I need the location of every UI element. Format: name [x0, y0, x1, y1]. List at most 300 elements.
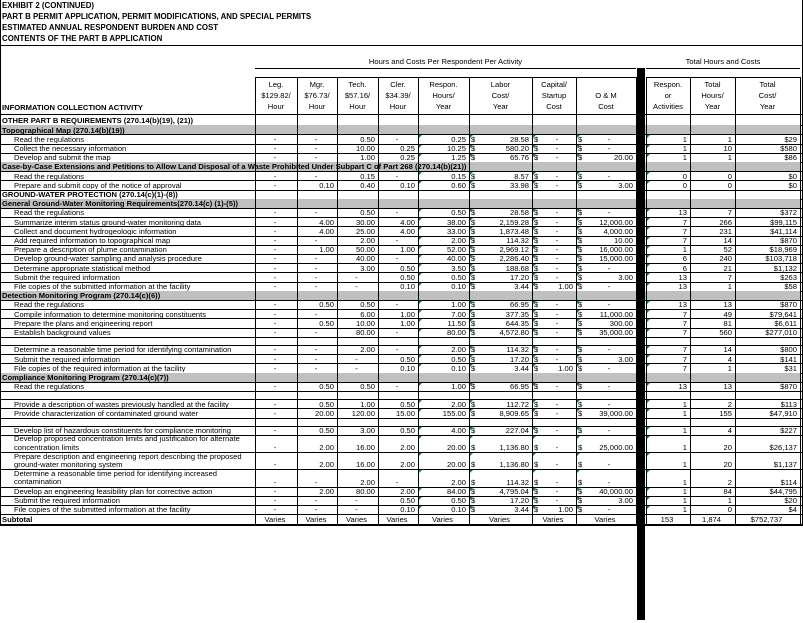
column-header: $57.16/	[344, 91, 371, 100]
cell-value: 1.00	[451, 300, 466, 310]
cell-note-marker	[647, 470, 650, 473]
column-header: Leg.	[268, 80, 284, 89]
group-title: GROUND-WATER PROTECTION (270.14(c)(1)-(8))	[2, 189, 178, 199]
group-title: OTHER PART B REQUIREMENTS (270.14(b)(19), (21))	[2, 116, 193, 126]
cell-note-marker	[577, 470, 580, 473]
cell-value: 0.50	[451, 208, 466, 218]
cell-value: 0.50	[400, 354, 415, 364]
cell-value: 17.20	[509, 272, 529, 282]
cell-note-marker	[533, 355, 536, 358]
cell-note-marker	[647, 453, 650, 456]
cell-value: 155	[719, 408, 732, 418]
cell-value: 4.00	[400, 226, 415, 236]
cell-value: -	[314, 208, 318, 218]
cell-value: 1.00	[558, 281, 573, 291]
cell-value: 4,795.04	[499, 486, 529, 496]
cell-value: 0.50	[400, 399, 415, 409]
cell-value: -	[555, 272, 559, 282]
cell-value: Varies	[489, 514, 510, 524]
cell-note-marker	[577, 135, 580, 138]
cell-value: Varies	[305, 514, 327, 524]
cell-value: 0.10	[400, 363, 415, 373]
cell-value: -	[555, 226, 559, 236]
cell-value: 16,000.00	[599, 245, 633, 255]
activity-label: Add required information to topographical map	[14, 235, 171, 245]
cell-value: 2.00	[319, 460, 334, 470]
cell-value: -	[395, 254, 399, 264]
column-divider	[255, 77, 256, 524]
column-divider	[532, 77, 533, 524]
cell-note-marker	[470, 301, 473, 304]
column-header: Year	[435, 102, 452, 111]
activity-label: Read the regulations	[14, 134, 85, 144]
currency-symbol: $	[471, 477, 476, 487]
cell-note-marker	[533, 364, 536, 367]
cell-value: -	[273, 171, 277, 181]
cell-note-marker	[577, 246, 580, 249]
activity-label: Submit the required information	[14, 354, 120, 364]
cell-note-marker	[647, 237, 650, 240]
cell-value: 0.50	[451, 496, 466, 506]
cell-value: -	[555, 408, 559, 418]
currency-symbol: $	[471, 443, 476, 453]
cell-value: $1,137	[773, 460, 797, 470]
cell-note-marker	[470, 135, 473, 138]
cell-value: -	[555, 134, 559, 144]
cell-value: -	[395, 345, 399, 355]
cell-note-marker	[577, 364, 580, 367]
cell-value: $18,969	[769, 245, 797, 255]
cell-note-marker	[577, 283, 580, 286]
cell-value: -	[555, 180, 559, 190]
cell-value: $113	[780, 399, 797, 409]
cell-value: -	[273, 309, 277, 319]
cell-value: 3.44	[514, 363, 529, 373]
currency-symbol: $	[578, 245, 583, 255]
cell-note-marker	[533, 383, 536, 386]
currency-symbol: $	[534, 153, 539, 163]
cell-value: 84	[723, 486, 732, 496]
cell-value: 14	[723, 345, 732, 355]
cell-value: 1	[682, 477, 687, 487]
cell-value: 188.68	[505, 263, 529, 273]
cell-value: 8.57	[514, 171, 529, 181]
cell-note-marker	[533, 409, 536, 412]
cell-value: 20.00	[314, 408, 334, 418]
cell-value: 0.50	[400, 272, 415, 282]
cell-value: 1,136.80	[499, 443, 529, 453]
cell-value: -	[314, 272, 318, 282]
cell-value: -	[273, 318, 277, 328]
activity-label: Determine appropriate statistical method	[14, 263, 151, 273]
cell-value: 1,873.48	[499, 226, 529, 236]
cell-value: 4	[727, 354, 732, 364]
cell-note-marker	[470, 319, 473, 322]
cell-value: 0.10	[451, 363, 466, 373]
column-header: Cost/	[491, 91, 510, 100]
cell-note-marker	[470, 364, 473, 367]
cell-note-marker	[647, 218, 650, 221]
cell-note-marker	[577, 497, 580, 500]
currency-symbol: $	[578, 318, 583, 328]
cell-value: -	[273, 460, 277, 470]
currency-symbol: $	[578, 426, 583, 436]
cell-note-marker	[470, 218, 473, 221]
activity-label: Develop proposed concentration limits and justification for alternate concentration limits	[14, 435, 240, 452]
cell-value: 17.20	[509, 354, 529, 364]
cell-note-marker	[533, 181, 536, 184]
cell-value: 0.10	[400, 180, 415, 190]
cell-value: 0.60	[451, 180, 466, 190]
cell-note-marker	[419, 436, 422, 439]
cell-value: 0.50	[319, 399, 334, 409]
cell-note-marker	[533, 488, 536, 491]
cell-value: -	[607, 263, 611, 273]
currency-symbol: $	[578, 143, 583, 153]
cell-value: -	[607, 399, 611, 409]
cell-value: 2	[727, 477, 732, 487]
currency-symbol: $	[578, 363, 583, 373]
cell-value: -	[273, 426, 277, 436]
cell-value: 644.35	[505, 318, 529, 328]
cell-value: 0.40	[360, 180, 375, 190]
cell-value: 15,000.00	[599, 254, 633, 264]
cell-value: $0	[788, 171, 797, 181]
cell-note-marker	[419, 145, 422, 148]
currency-symbol: $	[471, 134, 476, 144]
currency-symbol: $	[534, 363, 539, 373]
activity-label: Prepare description and engineering report describing the proposed ground-water monitoring system	[14, 452, 242, 469]
cell-value: -	[395, 327, 399, 337]
cell-note-marker	[470, 154, 473, 157]
cell-value: Varies	[264, 514, 286, 524]
cell-value: 0	[727, 171, 732, 181]
activity-label: Determine a reasonable time period for identifying increased contamination	[14, 469, 218, 487]
activity-label: Prepare the plans and engineering report	[14, 318, 153, 328]
cell-value: 1,874	[701, 514, 721, 524]
currency-symbol: $	[471, 309, 476, 319]
header-group-underline	[255, 68, 636, 69]
cell-value: -	[273, 180, 277, 190]
cell-note-marker	[419, 181, 422, 184]
cell-value: 4.00	[319, 226, 334, 236]
cell-note-marker	[577, 400, 580, 403]
row-divider	[0, 391, 803, 392]
cell-value: 2,286.40	[499, 254, 529, 264]
cell-value: 0.50	[319, 426, 334, 436]
cell-note-marker	[419, 237, 422, 240]
cell-value: 6	[682, 254, 687, 264]
cell-note-marker	[470, 506, 473, 509]
cell-note-marker	[647, 436, 650, 439]
cell-note-marker	[533, 172, 536, 175]
cell-value: -	[273, 254, 277, 264]
cell-value: 0.15	[451, 171, 466, 181]
currency-symbol: $	[578, 460, 583, 470]
cell-value: 0.50	[319, 382, 334, 392]
cell-note-marker	[419, 135, 422, 138]
cell-value: -	[555, 327, 559, 337]
cell-note-marker	[647, 246, 650, 249]
cell-value: -	[273, 272, 277, 282]
cell-value: 3.44	[514, 505, 529, 515]
cell-value: 13	[678, 382, 687, 392]
cell-value: -	[607, 281, 611, 291]
cell-value: 7	[682, 327, 687, 337]
cell-value: -	[555, 345, 559, 355]
cell-value: Varies	[432, 514, 453, 524]
cell-value: -	[607, 171, 611, 181]
currency-symbol: $	[471, 408, 476, 418]
group-divider-bar	[637, 68, 645, 620]
cell-value: -	[607, 460, 611, 470]
cell-value: 25.00	[355, 226, 375, 236]
cell-value: -	[607, 505, 611, 515]
cell-value: 81	[723, 318, 732, 328]
cell-value: 66.95	[509, 382, 529, 392]
cell-note-marker	[577, 273, 580, 276]
cell-value: 1	[682, 399, 687, 409]
column-header: Cler.	[390, 80, 406, 89]
currency-symbol: $	[471, 318, 476, 328]
cell-note-marker	[647, 364, 650, 367]
cell-note-marker	[533, 427, 536, 430]
cell-value: 80.00	[355, 486, 375, 496]
cell-value: -	[273, 300, 277, 310]
cell-note-marker	[577, 346, 580, 349]
cell-value: 52	[723, 245, 732, 255]
currency-symbol: $	[534, 134, 539, 144]
cell-value: 1	[682, 408, 687, 418]
cell-value: 3.00	[618, 272, 633, 282]
column-header: Year	[492, 102, 509, 111]
cell-note-marker	[470, 246, 473, 249]
cell-value: 2.00	[451, 477, 466, 487]
cell-value: 1,136.80	[499, 460, 529, 470]
cell-value: 1.00	[558, 363, 573, 373]
cell-value: $263	[780, 272, 797, 282]
currency-symbol: $	[578, 226, 583, 236]
cell-note-marker	[577, 436, 580, 439]
cell-note-marker	[647, 154, 650, 157]
cell-value: 2.00	[360, 345, 375, 355]
header-top-line	[646, 77, 800, 78]
currency-symbol: $	[578, 208, 583, 218]
cell-value: 13	[723, 300, 732, 310]
cell-note-marker	[647, 145, 650, 148]
cell-note-marker	[647, 400, 650, 403]
cell-note-marker	[533, 227, 536, 230]
currency-symbol: $	[471, 180, 476, 190]
cell-value: 155.00	[442, 408, 466, 418]
column-header: Year	[759, 102, 776, 111]
cell-value: 7	[682, 354, 687, 364]
cell-value: 7	[682, 235, 687, 245]
cell-value: $277,010	[765, 327, 797, 337]
column-header: Total	[759, 80, 776, 89]
cell-value: 10.00	[355, 143, 375, 153]
cell-value: -	[555, 382, 559, 392]
cell-note-marker	[419, 255, 422, 258]
activity-label: Develop an engineering feasibility plan for corrective action	[14, 486, 213, 496]
currency-symbol: $	[471, 235, 476, 245]
cell-value: $141	[780, 354, 797, 364]
cell-value: 10.25	[446, 143, 466, 153]
cell-note-marker	[577, 329, 580, 332]
section-title: Detection Monitoring Program (270.14(c)(6))	[2, 291, 161, 301]
cell-value: 2.00	[400, 460, 415, 470]
column-divider	[646, 77, 647, 524]
cell-value: -	[273, 143, 277, 153]
cell-value: -	[273, 496, 277, 506]
cell-value: 1.00	[319, 245, 334, 255]
cell-value: $79,641	[769, 309, 797, 319]
currency-symbol: $	[534, 496, 539, 506]
cell-value: 30.00	[355, 217, 375, 227]
cell-value: 377.35	[505, 309, 529, 319]
currency-symbol: $	[578, 408, 583, 418]
currency-symbol: $	[578, 134, 583, 144]
cell-note-marker	[419, 470, 422, 473]
cell-value: 3.44	[514, 281, 529, 291]
cell-note-marker	[577, 301, 580, 304]
cell-value: -	[314, 345, 318, 355]
column-header: Cost	[546, 102, 562, 111]
cell-value: $114	[780, 477, 797, 487]
currency-symbol: $	[534, 226, 539, 236]
cell-value: 1.00	[400, 309, 415, 319]
cell-note-marker	[647, 319, 650, 322]
cell-value: 1	[682, 143, 687, 153]
currency-symbol: $	[534, 235, 539, 245]
cell-note-marker	[533, 246, 536, 249]
cell-note-marker	[470, 255, 473, 258]
cell-note-marker	[647, 301, 650, 304]
cell-value: -	[555, 426, 559, 436]
cell-note-marker	[647, 227, 650, 230]
cell-value: 0.10	[400, 281, 415, 291]
cell-value: $870	[780, 300, 797, 310]
currency-symbol: $	[578, 496, 583, 506]
cell-value: 17.20	[509, 496, 529, 506]
activity-label: Provide a description of wastes previously handled at the facility	[14, 399, 229, 409]
cell-value: -	[555, 254, 559, 264]
currency-symbol: $	[534, 208, 539, 218]
cell-value: 28.58	[509, 134, 529, 144]
cell-value: 2.00	[360, 235, 375, 245]
column-divider	[469, 77, 470, 524]
cell-value: -	[355, 363, 358, 373]
cell-value: -	[314, 354, 318, 364]
column-header: Hour	[349, 102, 366, 111]
cell-value: 0.50	[319, 318, 334, 328]
cell-value: -	[273, 505, 277, 515]
column-header: or	[664, 91, 672, 100]
cell-value: -	[555, 354, 559, 364]
currency-symbol: $	[578, 477, 583, 487]
cell-value: -	[607, 345, 611, 355]
cell-note-marker	[419, 283, 422, 286]
cell-value: 114.32	[506, 477, 529, 487]
cell-note-marker	[647, 264, 650, 267]
currency-symbol: $	[534, 460, 539, 470]
cell-value: -	[395, 382, 399, 392]
currency-symbol: $	[578, 354, 583, 364]
cell-value: -	[555, 153, 559, 163]
currency-symbol: $	[578, 235, 583, 245]
cell-value: 16.00	[355, 460, 375, 470]
cell-value: 2.00	[319, 443, 334, 453]
cell-value: -	[273, 226, 277, 236]
cell-value: -	[607, 143, 611, 153]
cell-value: 6.00	[360, 309, 375, 319]
cell-value: -	[607, 426, 611, 436]
currency-symbol: $	[534, 263, 539, 273]
currency-symbol: $	[578, 345, 583, 355]
currency-symbol: $	[578, 254, 583, 264]
cell-value: $44,795	[769, 486, 797, 496]
cell-value: 1.00	[451, 382, 466, 392]
activity-label: Submit the required information	[14, 272, 120, 282]
cell-value: -	[314, 327, 318, 337]
column-header: O & M	[595, 91, 617, 100]
currency-symbol: $	[578, 300, 583, 310]
cell-value: 2,159.28	[499, 217, 529, 227]
currency-symbol: $	[578, 272, 583, 282]
currency-symbol: $	[471, 496, 476, 506]
cell-value: 80.00	[355, 327, 375, 337]
cell-value: $752,737	[750, 514, 783, 524]
cell-value: -	[607, 363, 611, 373]
cell-value: 1	[682, 486, 687, 496]
cell-value: 0.15	[360, 171, 375, 181]
cell-note-marker	[419, 227, 422, 230]
column-header: Hours/	[432, 91, 455, 100]
column-header: Startup	[541, 91, 567, 100]
cell-value: 16.00	[355, 443, 375, 453]
cell-value: 6	[682, 263, 687, 273]
cell-note-marker	[470, 427, 473, 430]
cell-note-marker	[533, 135, 536, 138]
cell-note-marker	[470, 329, 473, 332]
column-divider	[418, 77, 419, 524]
cell-note-marker	[470, 436, 473, 439]
cell-value: -	[395, 134, 399, 144]
cell-value: 0.10	[400, 505, 415, 515]
cell-value: 13	[678, 281, 687, 291]
cell-note-marker	[470, 409, 473, 412]
cell-value: 2.00	[400, 486, 415, 496]
cell-value: 10	[723, 143, 732, 153]
cell-value: 1.00	[558, 505, 573, 515]
activity-label: File copies of the required information at the facility	[14, 363, 186, 373]
cell-note-marker	[470, 453, 473, 456]
cell-note-marker	[647, 283, 650, 286]
cell-note-marker	[577, 264, 580, 267]
column-header: Hour	[389, 102, 407, 111]
cell-note-marker	[470, 145, 473, 148]
cell-value: 13	[723, 382, 732, 392]
cell-note-marker	[577, 145, 580, 148]
cell-note-marker	[647, 172, 650, 175]
cell-value: 0.25	[451, 134, 466, 144]
cell-value: -	[555, 496, 559, 506]
cell-value: 0	[727, 180, 732, 190]
cell-value: -	[607, 382, 611, 392]
cell-value: 240	[719, 254, 732, 264]
cell-value: -	[555, 263, 559, 273]
cell-value: 20.00	[446, 443, 466, 453]
